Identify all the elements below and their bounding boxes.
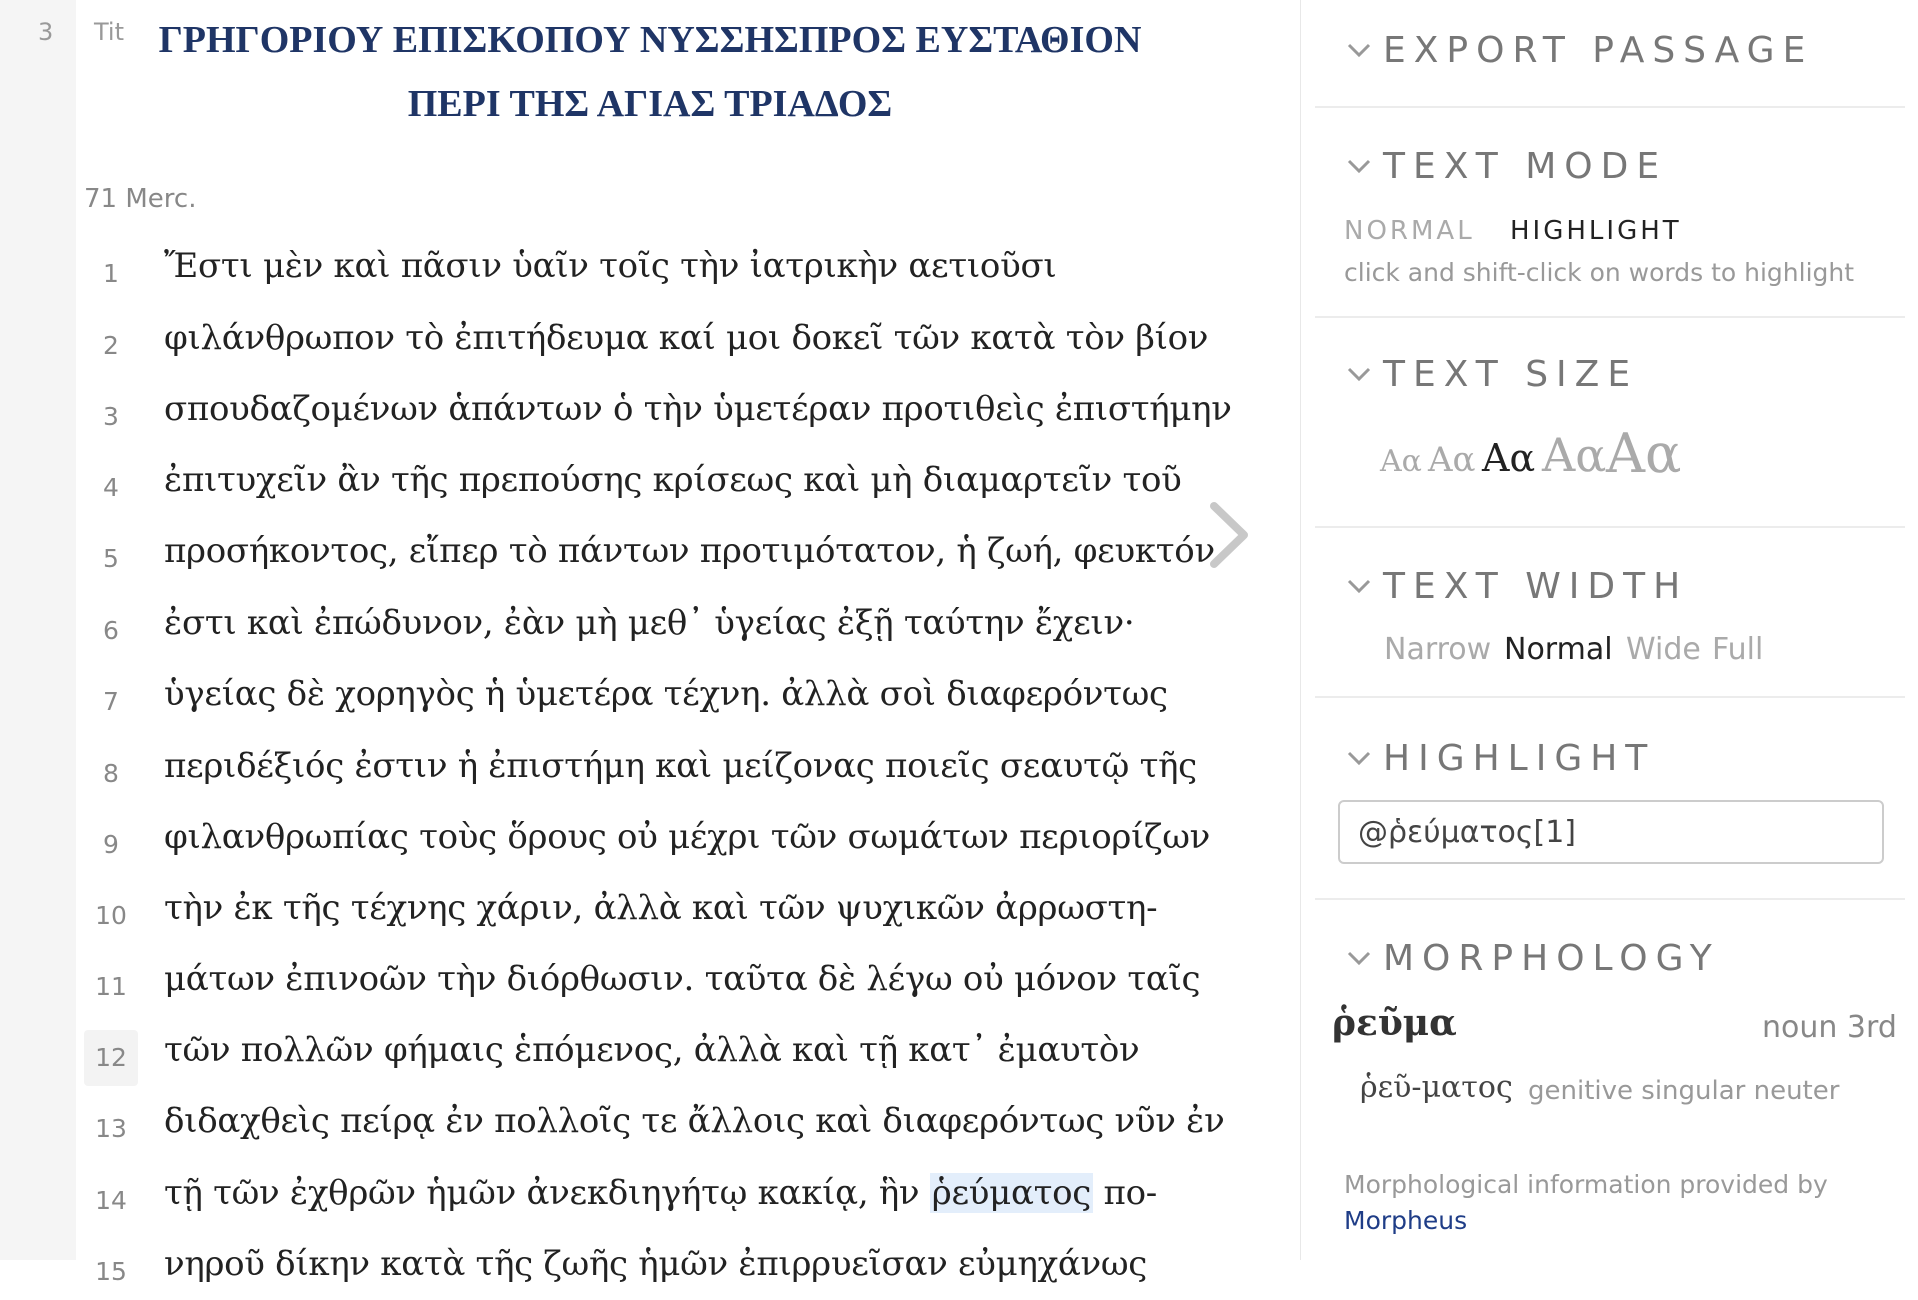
gutter-strip — [0, 0, 22, 1260]
line-number[interactable]: 5 — [103, 544, 119, 573]
morphology-form: ῥεῦ-ματος — [1360, 1070, 1513, 1105]
line-number[interactable]: 6 — [103, 616, 119, 645]
next-passage-chevron-icon[interactable] — [1204, 500, 1254, 570]
morphology-credit: Morphological information provided by — [1344, 1170, 1828, 1199]
morphology-header[interactable] — [1345, 928, 1720, 988]
section-title: HIGHLIGHT — [1383, 737, 1656, 779]
line-text[interactable]: νηροῦ δίκην κατὰ τῆς ζωῆς ἡμῶν ἐπιρρυεῖσαν εὐμηχάνως — [164, 1244, 1148, 1284]
work-title-line1: ΓΡΗΓΟΡΙΟΥ ΕΠΙΣΚΟΠΟΥ ΝΥΣΣΗΣΠΡΟΣ ΕΥΣΤΑΘΙΟΝ — [158, 19, 1142, 61]
line-text[interactable]: ἐστι καὶ ἐπώδυνον, ἐὰν μὴ μεθ᾽ ὑγείας ἐξῇ ταύτην ἔχειν· — [164, 603, 1135, 643]
line-number[interactable]: 11 — [95, 972, 127, 1001]
text-width-normal[interactable]: Normal — [1504, 632, 1613, 667]
morpheus-link[interactable]: Morpheus — [1344, 1206, 1468, 1235]
line-text[interactable]: προσήκοντος, εἴπερ τὸ πάντων προτιμότατον, ἡ ζωή, φευκτόν — [164, 531, 1215, 571]
text-line — [84, 949, 1201, 1009]
section-title: MORPHOLOGY — [1383, 937, 1720, 979]
line-text[interactable]: περιδέξιός ἐστιν ἡ ἐπιστήμη καὶ μείζονας ποιεῖς σεαυτῷ τῆς — [164, 746, 1197, 786]
line-number[interactable]: 2 — [103, 331, 119, 360]
line-number[interactable]: 15 — [95, 1257, 127, 1286]
book-number: 3 — [38, 18, 54, 46]
chevron-down-icon — [1345, 944, 1373, 972]
export-passage-header[interactable] — [1345, 20, 1813, 80]
work-title — [150, 8, 1150, 136]
line-text[interactable]: τὴν ἐκ τῆς τέχνης χάριν, ἀλλὰ καὶ τῶν ψυχικῶν ἀρρωστη- — [164, 888, 1158, 928]
text-size-option-xs[interactable]: Aα — [1380, 444, 1422, 479]
chevron-down-icon — [1345, 360, 1373, 388]
text-mode-header[interactable] — [1345, 136, 1667, 196]
section-title: TEXT SIZE — [1383, 353, 1639, 395]
line-number[interactable]: 3 — [103, 402, 119, 431]
title-label: Tit — [94, 18, 124, 46]
line-number[interactable]: 9 — [103, 830, 119, 859]
text-mode-normal-option[interactable]: NORMAL — [1344, 216, 1475, 246]
text-width-section — [1315, 556, 1905, 698]
text-size-option-l[interactable]: Aα — [1542, 428, 1607, 482]
line-number[interactable]: 7 — [103, 687, 119, 716]
line-text-after[interactable]: πο- — [1093, 1173, 1157, 1213]
line-text[interactable]: τῶν πολλῶν φήμαις ἑπόμενος, ἀλλὰ καὶ τῇ κατ᾽ ἐμαυτὸν — [164, 1030, 1140, 1070]
line-text[interactable]: φιλάνθρωπον τὸ ἐπιτήδευμα καί μοι δοκεῖ τῶν κατὰ τὸν βίον — [164, 318, 1209, 358]
line-text-before[interactable]: τῇ τῶν ἐχθρῶν ἡμῶν ἀνεκδιηγήτῳ κακίᾳ, ἣν — [164, 1173, 930, 1213]
line-number[interactable]: 1 — [103, 259, 119, 288]
text-mode-highlight-option[interactable]: HIGHLIGHT — [1510, 216, 1682, 246]
text-line — [84, 807, 1211, 867]
line-number[interactable]: 8 — [103, 759, 119, 788]
line-text[interactable]: μάτων ἐπινοῶν τὴν διόρθωσιν. ταῦτα δὲ λέγω οὐ μόνον ταῖς — [164, 959, 1201, 999]
export-passage-section — [1315, 20, 1905, 108]
text-line — [84, 1234, 1148, 1294]
text-line — [84, 878, 1158, 938]
text-size-header[interactable] — [1345, 344, 1638, 404]
text-line — [84, 521, 1215, 581]
line-number[interactable]: 10 — [95, 901, 127, 930]
line-text[interactable]: σπουδαζομένων ἁπάντων ὁ τὴν ὑμετέραν προτιθεὶς ἐπιστήμην — [164, 389, 1232, 429]
text-mode-hint: click and shift-click on words to highlight — [1344, 258, 1855, 287]
line-text[interactable]: διδαχθεὶς πείρᾳ ἐν πολλοῖς τε ἄλλοις καὶ διαφερόντως νῦν ἐν — [164, 1101, 1225, 1141]
line-number[interactable]: 4 — [103, 473, 119, 502]
highlight-input[interactable] — [1338, 800, 1884, 864]
text-line — [84, 664, 1168, 724]
line-text[interactable]: ἐπιτυχεῖν ἂν τῆς πρεπούσης κρίσεως καὶ μὴ διαμαρτεῖν τοῦ — [164, 460, 1182, 500]
chevron-down-icon — [1345, 572, 1373, 600]
section-title: TEXT MODE — [1383, 145, 1668, 187]
highlight-header[interactable] — [1345, 728, 1655, 788]
morphology-part-of-speech: noun 3rd — [1762, 1010, 1897, 1045]
edition-reference: 71 Merc. — [84, 184, 197, 214]
morphology-lemma: ῥεῦμα — [1332, 1002, 1457, 1044]
text-line — [84, 1163, 1157, 1223]
line-number[interactable]: 14 — [95, 1186, 127, 1215]
text-width-header[interactable] — [1345, 556, 1688, 616]
text-line — [84, 1091, 1225, 1151]
text-line — [84, 593, 1144, 653]
text-size-option-xl[interactable]: Aα — [1606, 422, 1682, 485]
chevron-down-icon — [1345, 36, 1373, 64]
highlighted-word[interactable]: ῥεύματος — [931, 1173, 1092, 1213]
line-number-column — [22, 0, 76, 1260]
chevron-down-icon — [1345, 152, 1373, 180]
text-line — [84, 450, 1182, 510]
text-width-narrow[interactable]: Narrow — [1384, 632, 1492, 667]
line-number[interactable]: 13 — [95, 1114, 127, 1143]
section-title: EXPORT PASSAGE — [1383, 29, 1814, 71]
section-title: TEXT WIDTH — [1383, 565, 1689, 607]
text-line — [84, 379, 1232, 439]
line-text[interactable]: φιλανθρωπίας τοὺς ὅρους οὐ μέχρι τῶν σωμάτων περιορίζων — [164, 817, 1211, 857]
text-line — [84, 308, 1209, 368]
chevron-down-icon — [1345, 744, 1373, 772]
text-line — [84, 236, 1144, 296]
morphology-parse: genitive singular neuter — [1528, 1076, 1840, 1106]
line-text[interactable]: ὑγείας δὲ χορηγὸς ἡ ὑμετέρα τέχνη. ἀλλὰ σοὶ διαφερόντως — [164, 674, 1168, 714]
line-number[interactable]: 12 — [84, 1030, 138, 1086]
line-text[interactable]: Ἔστι μὲν καὶ πᾶσιν ὑαῖν τοῖς τὴν ἰατρικὴν αετιοῦσι — [164, 246, 1057, 286]
line-text — [164, 1163, 1157, 1223]
text-line — [84, 736, 1197, 796]
text-size-option-m[interactable]: Aα — [1482, 436, 1536, 480]
text-width-full[interactable]: Full — [1712, 632, 1764, 667]
work-title-line2: ΠΕΡΙ ΤΗΣ ΑΓΙΑΣ ΤΡΙΑΔΟΣ — [407, 83, 893, 125]
text-width-wide[interactable]: Wide — [1626, 632, 1701, 667]
text-line — [84, 1020, 1144, 1080]
text-size-option-s[interactable]: Aα — [1428, 440, 1476, 480]
